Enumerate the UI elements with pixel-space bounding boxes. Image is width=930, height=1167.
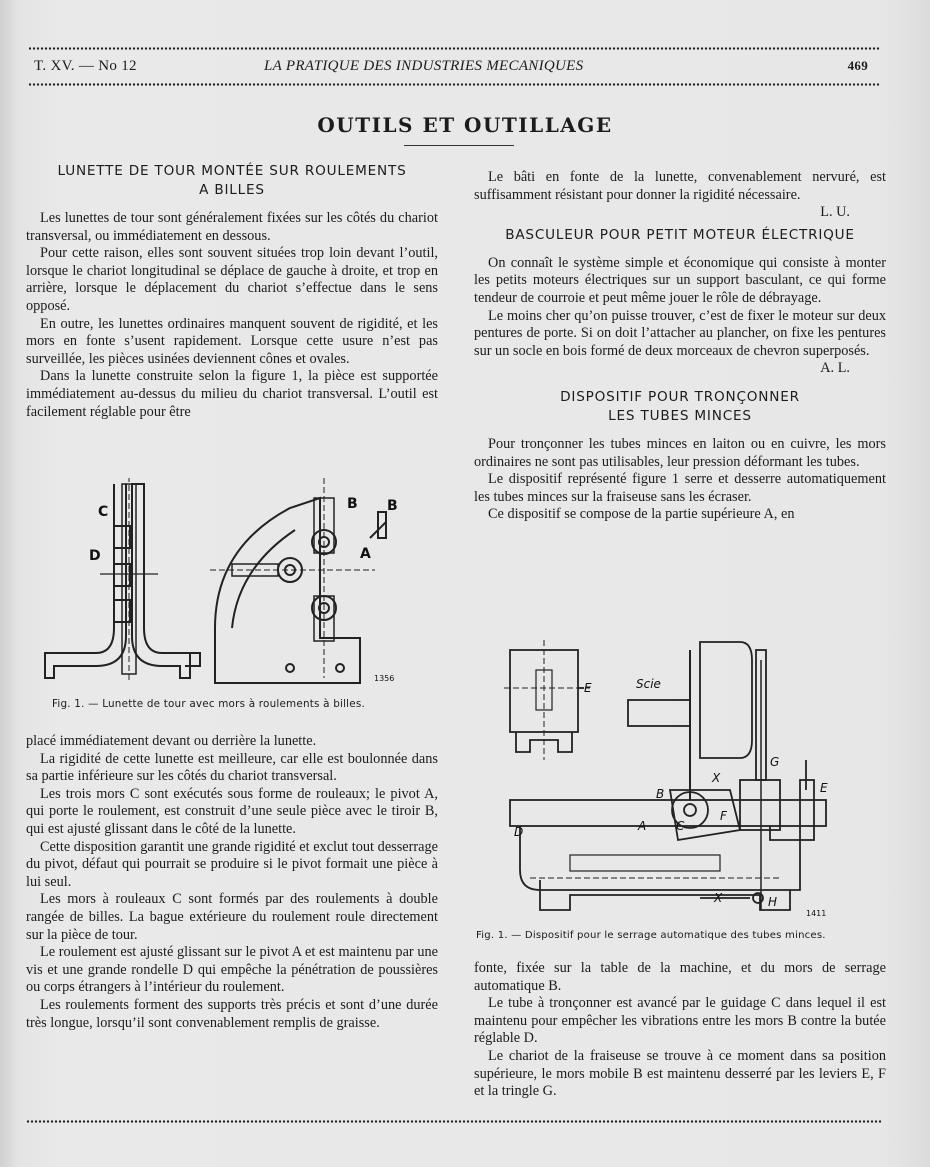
- volume-number: T. XV. — No 12: [34, 58, 137, 74]
- figure-label-a: A: [360, 546, 371, 562]
- article-3-paragraph: Le dispositif représenté figure 1 serre et desserre automatiquement les tubes minces sur la fraiseuse sans les écraser.: [474, 471, 886, 505]
- figure-tube-clamp-drawing: [500, 640, 852, 920]
- running-header: [30, 56, 870, 80]
- article-2-signature: A. L.: [820, 360, 850, 377]
- figure-number: 1356: [374, 674, 395, 683]
- figure-number: 1411: [806, 909, 827, 918]
- article-1-paragraph: Pour cette raison, elles sont souvent situées trop loin devant l’outil, lorsque le chariot longitudinal se déplace de gauche à droite, et trop en arrière, lorsque le déplacement du chariot s’effectue dans le sens opposé.: [26, 245, 438, 314]
- article-3-paragraph: Pour tronçonner les tubes minces en laiton ou en cuivre, les mors ordinaires ne sont pas utilisables, leur pression déformant les tubes.: [474, 435, 886, 470]
- article-2-paragraph: On connaît le système simple et économique qui consiste à monter les petits moteurs électriques sur un support basculant, ce qui forme tendeur de courroie et peut même jouer le rôle de débrayage.: [474, 254, 886, 306]
- figure-label-c: C: [98, 504, 109, 520]
- figure-label-x: X: [712, 771, 721, 785]
- article-1-paragraph: Dans la lunette construite selon la figure 1, la pièce est supportée immédiatement au-dessus du milieu du chariot transversal. L’outil est facilement réglable pour être: [26, 368, 438, 420]
- figure-label-d: D: [89, 548, 101, 564]
- journal-title: LA PRATIQUE DES INDUSTRIES MECANIQUES: [264, 58, 584, 74]
- article-1-column-bottom: [26, 733, 438, 1032]
- article-3-paragraph: fonte, fixée sur la table de la machine, et du mors de serrage automatique B.: [474, 960, 886, 994]
- bottom-dotted-rule: [26, 1120, 882, 1123]
- article-1-paragraph: Les roulements forment des supports très précis et sont d’une durée très longue, lorsqu’il sont convenablement remplis de graisse.: [26, 996, 438, 1031]
- page-number: 469: [847, 58, 868, 73]
- article-3-paragraph: Ce dispositif se compose de la partie supérieure A, en: [488, 506, 795, 523]
- article-1-signature: L. U.: [820, 204, 850, 221]
- article-1-title: [26, 162, 438, 200]
- figure-label-scie: Scie: [636, 677, 661, 691]
- figure-label-g: G: [770, 755, 780, 769]
- article-1-paragraph: Le roulement est ajusté glissant sur le pivot A et est maintenu par une vis et une grande rondelle D qui empêche la pénétration de poussières ou corps étrangers à l’intérieur du roulement.: [26, 944, 438, 996]
- article-1-paragraph: placé immédiatement devant ou derrière la lunette.: [26, 733, 317, 749]
- article-1-column-top: [26, 162, 438, 421]
- section-title-rule: [404, 145, 514, 146]
- article-1-paragraph: Les trois mors C sont exécutés sous forme de rouleaux; le pivot A, qui porte le roulement, est construit d’une seule pièce avec le tiroir B, qui est ajusté glissant dans le côté de la lunette.: [26, 785, 438, 837]
- right-column-top: [474, 169, 886, 524]
- figure-label-e: E: [584, 681, 592, 695]
- figure-lunette-drawing: [40, 478, 430, 693]
- figure-label-x: X: [714, 891, 723, 905]
- article-3-paragraph: Le chariot de la fraiseuse se trouve à ce moment dans sa position supérieure, le mors mobile B est maintenu desserré par les leviers E, F et la tringle G.: [474, 1047, 886, 1100]
- header-dotted-rule: [28, 83, 880, 86]
- article-1-title-line1: LUNETTE DE TOUR MONTÉE SUR ROULEMENTS: [57, 163, 407, 179]
- figure-label-b: B: [656, 787, 665, 801]
- top-dotted-rule: [28, 47, 880, 50]
- figure-label-b: B: [347, 496, 358, 512]
- figure-label-c: C: [676, 819, 685, 833]
- figure-label-d: D: [514, 825, 524, 839]
- figure-1-caption: Fig. 1. — Lunette de tour avec mors à roulements à billes.: [52, 698, 365, 710]
- figure-2-caption: Fig. 1. — Dispositif pour le serrage automatique des tubes minces.: [476, 930, 826, 941]
- article-1-end-paragraph: Le bâti en fonte de la lunette, convenablement nervuré, est suffisamment résistant pour donner la rigidité nécessaire.: [474, 169, 886, 203]
- article-1-paragraph: Les mors à rouleaux C sont formés par des roulements à double rangée de billes. La bague extérieure du roulement roule directement sur la pièce de tour.: [26, 891, 438, 943]
- article-2-paragraph: Le moins cher qu’on puisse trouver, c’est de fixer le moteur sur deux pentures de porte. Si on doit l’attacher au plancher, on fixe les pentures sur un socle en bois formé de deux morceaux de chevron superposés.: [474, 307, 886, 359]
- article-3-title-line1: DISPOSITIF POUR TRONÇONNER: [560, 388, 800, 405]
- article-1-paragraph: Cette disposition garantit une grande rigidité et exclut tout desserrage du pivot, défaut qui pourrait se produire si le pivot formait une pièce à lui seul.: [26, 838, 438, 890]
- figure-label-f: F: [720, 809, 727, 823]
- figure-label-e: E: [820, 781, 828, 795]
- article-1-title-line2: A BILLES: [199, 182, 265, 198]
- article-1-paragraph: Les lunettes de tour sont généralement fixées sur les côtés du chariot transversal, ou immédiatement en dessous.: [26, 210, 438, 244]
- article-3-title: [474, 388, 886, 426]
- figure-label-h: H: [768, 895, 778, 909]
- article-1-paragraph: En outre, les lunettes ordinaires manquent souvent de rigidité, et les mors en fonte s’usent rapidement. Lorsque cette usure n’est pas surveillée, les pièces usinées deviennent cônes et ovales.: [26, 315, 438, 367]
- figure-label-a: A: [638, 819, 647, 833]
- article-2-title: BASCULEUR POUR PETIT MOTEUR ÉLECTRIQUE: [505, 226, 855, 243]
- article-3-title-line2: LES TUBES MINCES: [608, 407, 752, 424]
- figure-label-b: B: [387, 498, 398, 514]
- section-title: OUTILS ET OUTILLAGE: [317, 113, 613, 137]
- article-3-paragraph: Le tube à tronçonner est avancé par le guidage C dans lequel il est maintenu pour empêcher les vibrations entre les mors B contre la butée réglable D.: [474, 995, 886, 1047]
- article-3-column-bottom: [474, 960, 886, 1101]
- article-1-paragraph: La rigidité de cette lunette est meilleure, car elle est boulonnée dans sa partie inférieure sur les côtés du chariot transversal.: [26, 750, 438, 785]
